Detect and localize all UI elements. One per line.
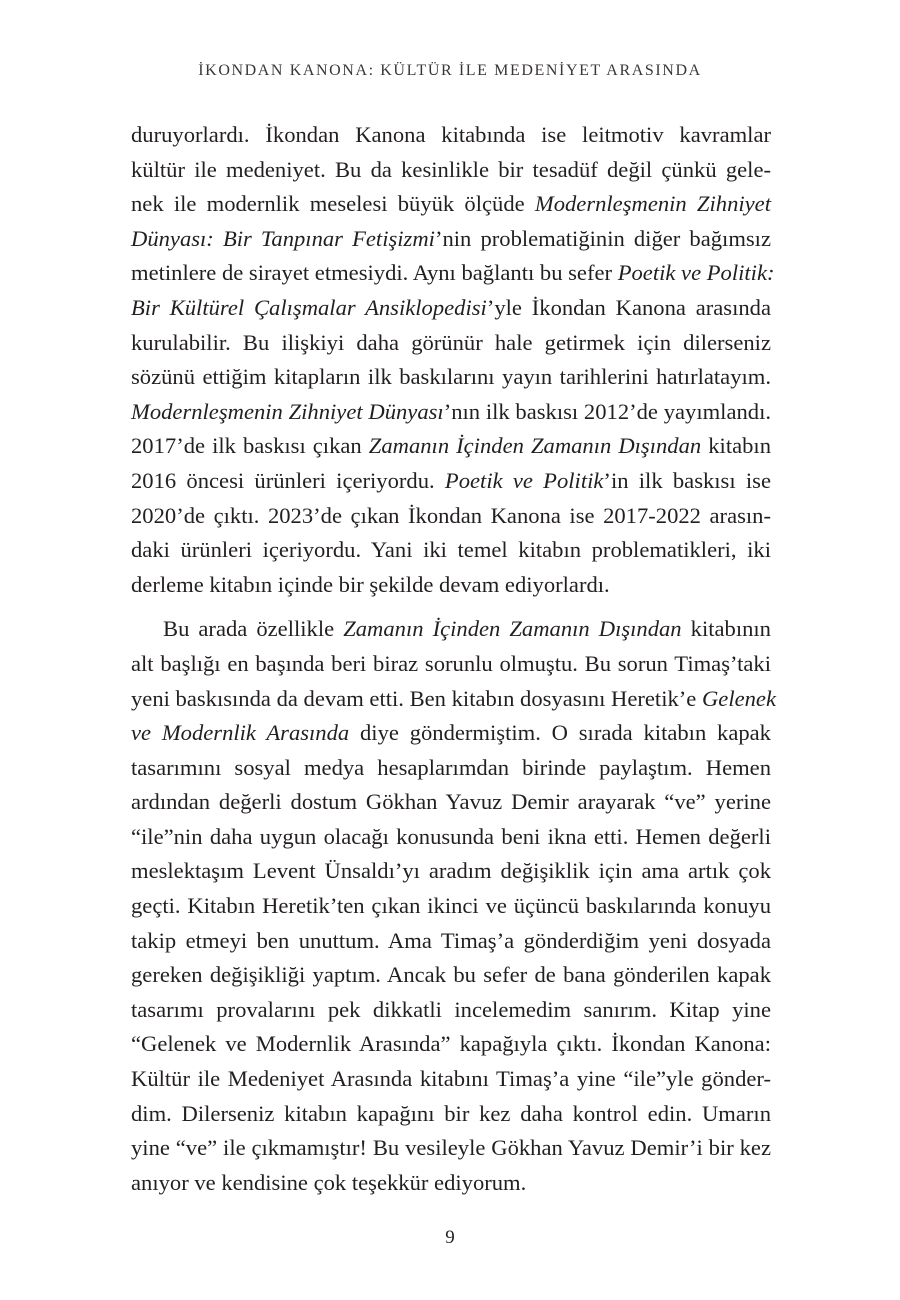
text-segment: yine “ve” ile çıkmamıştır! Bu vesileyle Gökhan Yavuz Demir’i bir kez [131, 1135, 771, 1161]
text-line [131, 533, 771, 568]
text-line [131, 291, 771, 326]
text-segment: ’yle İkondan Kanona arasında [486, 294, 771, 320]
text-line [131, 153, 771, 188]
text-line [131, 1062, 771, 1097]
text-segment: tasarımı provalarını pek dikkatli incelemedim sanırım. Kitap yine [131, 996, 771, 1022]
text-segment: ardından değerli dostum Gökhan Yavuz Demir arayarak “ve” yerine [131, 789, 771, 815]
text-line [131, 854, 771, 889]
text-line [131, 751, 771, 786]
text-segment: Kültür ile Medeniyet Arasında kitabını Timaş’a yine “ile”yle gönder- [131, 1066, 771, 1092]
text-segment: ’in ilk baskısı ise [603, 467, 771, 493]
text-line [131, 924, 771, 959]
text-segment: tasarımını sosyal medya hesaplarımdan birinde paylaştım. Hemen [131, 754, 771, 780]
text-segment: “ile”nin daha uygun olacağı konusunda beni ikna etti. Hemen değerli [131, 823, 771, 849]
text-line [131, 464, 771, 499]
text-line [131, 647, 771, 682]
italic-title-text: Modernleşmenin Zihniyet Dünyası [131, 398, 444, 424]
italic-title-text: Bir Kültürel Çalışmalar Ansiklopedisi [131, 294, 487, 320]
text-line [131, 568, 771, 603]
text-segment: dim. Dilerseniz kitabın kapağını bir kez daha kontrol edin. Umarın [131, 1100, 771, 1126]
text-line [131, 1027, 771, 1062]
text-segment: meslektaşım Levent Ünsaldı’yı aradım değişiklik için ama artık çok [131, 858, 771, 884]
text-segment: 2016 öncesi ürünleri içeriyordu. [131, 467, 445, 493]
italic-title-text: Zamanın İçinden Zamanın Dışından [368, 433, 702, 459]
text-segment: diye göndermiştim. O sırada kitabın kapak [349, 720, 771, 746]
text-segment: nek ile modernlik meselesi büyük ölçüde [131, 191, 535, 217]
text-line [131, 429, 771, 464]
text-segment: kültür ile medeniyet. Bu da kesinlikle bir tesadüf değil çünkü gele- [131, 156, 771, 182]
text-line [131, 187, 771, 222]
italic-title-text: Dünyası: Bir Tanpınar Fetişizmi [131, 225, 435, 251]
italic-title-text: Modernleşmenin Zihniyet [534, 191, 771, 217]
text-segment: Bu arada özellikle [163, 616, 344, 642]
text-segment: daki ürünleri içeriyordu. Yani iki temel kitabın problematikleri, iki [131, 537, 771, 563]
body-text [131, 118, 776, 1200]
italic-title-text: Poetik ve Politik [444, 467, 604, 493]
text-line [131, 612, 771, 647]
paragraph [131, 612, 776, 1200]
text-line [131, 716, 771, 751]
text-line [131, 993, 771, 1028]
italic-title-text: Gelenek [701, 685, 776, 711]
text-line [131, 820, 771, 855]
text-line [131, 1131, 771, 1166]
text-line [131, 785, 771, 820]
text-segment: takip etmeyi ben unuttum. Ama Timaş’a gönderdiğim yeni dosyada [131, 927, 771, 953]
text-line [131, 889, 771, 924]
running-head: İKONDAN KANONA: KÜLTÜR İLE MEDENİYET ARASINDA [198, 62, 702, 79]
text-line [131, 499, 771, 534]
text-segment: ’nin problematiğinin diğer bağımsız [434, 225, 771, 251]
text-line [131, 118, 771, 153]
italic-title-text: Zamanın İçinden Zamanın Dışından [343, 616, 682, 642]
paragraph [131, 118, 775, 602]
text-line [131, 256, 775, 291]
text-line [131, 1097, 771, 1132]
text-line [131, 958, 771, 993]
text-segment: kurulabilir. Bu ilişkiyi daha görünür hale getirmek için dilerseniz [131, 329, 771, 355]
text-segment: kitabının [681, 616, 771, 642]
text-line [131, 326, 771, 361]
text-line [131, 395, 771, 430]
text-segment: “Gelenek ve Modernlik Arasında” kapağıyla çıktı. İkondan Kanona: [131, 1031, 771, 1057]
text-line [131, 1166, 771, 1201]
text-segment: gereken değişikliği yaptım. Ancak bu sefer de bana gönderilen kapak [131, 962, 771, 988]
text-segment: metinlere de sirayet etmesiydi. Aynı bağlantı bu sefer [131, 260, 618, 286]
text-segment: 2017’de ilk baskısı çıkan [131, 433, 369, 459]
text-segment: sözünü ettiğim kitapların ilk baskılarını yayın tarihlerini hatırlatayım. [131, 364, 771, 390]
italic-title-text: ve Modernlik Arasında [131, 720, 350, 746]
text-segment: derleme kitabın içinde bir şekilde devam ediyorlardı. [131, 571, 610, 597]
italic-title-text: Poetik ve Politik: [617, 260, 775, 286]
text-segment: kitabın [701, 433, 771, 459]
text-segment: 2020’de çıktı. 2023’de çıkan İkondan Kanona ise 2017-2022 arasın- [131, 502, 771, 528]
text-segment: ’nın ilk baskısı 2012’de yayımlandı. [443, 398, 771, 424]
text-line [131, 360, 771, 395]
text-line [131, 682, 776, 717]
text-segment: alt başlığı en başında beri biraz sorunlu olmuştu. Bu sorun Timaş’taki [131, 650, 771, 676]
text-segment: geçti. Kitabın Heretik’ten çıkan ikinci ve üçüncü baskılarında konuyu [131, 893, 771, 919]
page-number: 9 [445, 1227, 455, 1248]
text-segment: yeni baskısında da devam etti. Ben kitabın dosyasını Heretik’e [131, 685, 702, 711]
text-segment: anıyor ve kendisine çok teşekkür ediyorum. [131, 1169, 527, 1195]
text-segment: duruyorlardı. İkondan Kanona kitabında ise leitmotiv kavramlar [131, 122, 771, 147]
text-line [131, 222, 771, 257]
